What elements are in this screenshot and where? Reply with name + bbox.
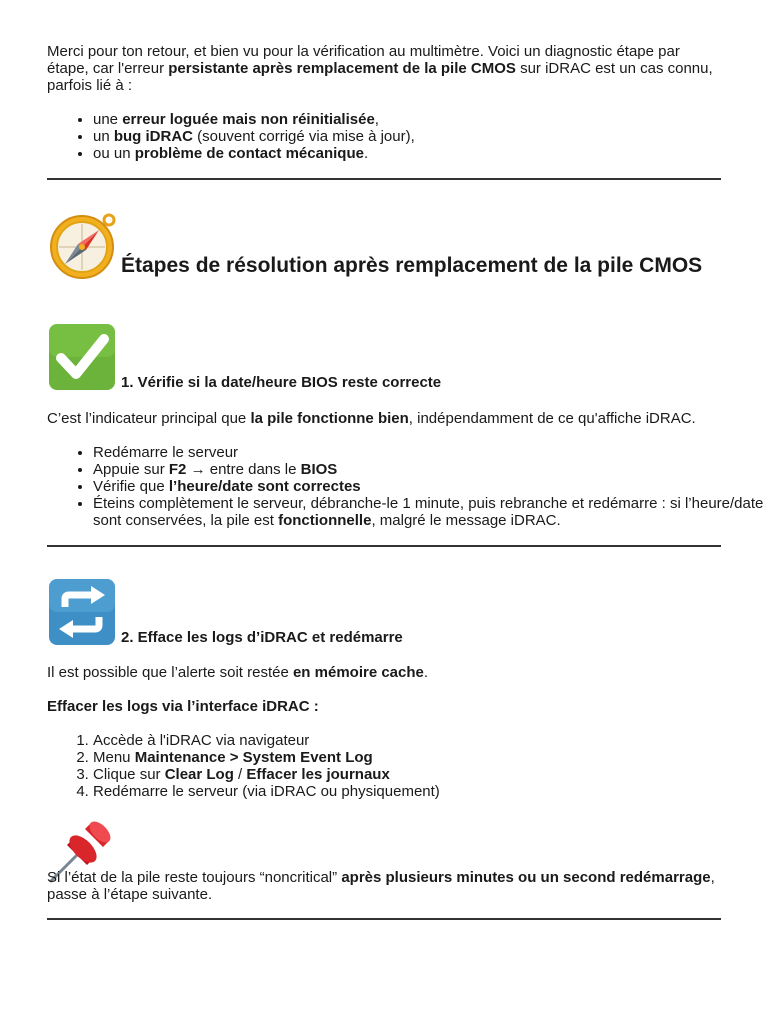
step2-heading-block (47, 577, 721, 647)
intro-paragraph (47, 43, 721, 94)
note-text: Si l’état de la pile reste toujours “noncritical” après plusieurs minutes ou un second redémarrage, passe à l’étape suivante. (47, 869, 715, 903)
step1-description: C’est l’indicateur principal que la pile fonctionne bien, indépendamment de ce qu'affiche iDRAC. (47, 410, 696, 427)
divider (47, 545, 721, 547)
list-item: • une erreur loguée mais non réinitialisée, (93, 111, 767, 128)
step1-title: 1. Vérifie si la date/heure BIOS reste correcte (121, 374, 442, 391)
step2-description: Il est possible que l’alerte soit restée en mémoire cache. (47, 664, 429, 681)
intro-text: Merci pour ton retour, et bien vu pour la vérification au multimètre. Voici un diagnostic étape par étape, car l'erreur (47, 43, 680, 77)
intro-text-end: sur iDRAC est un cas connu, parfois lié à : (47, 60, 713, 94)
list-item: • Éteins complètement le serveur, débranche-le 1 minute, puis rebranche et redémarre : si l’heure/date sont conservées, la pile est fonctionnelle, malgré le message iDRAC. (93, 495, 767, 529)
divider (47, 178, 721, 180)
list-item: • Appuie sur F2 → entre dans le BIOS (93, 461, 767, 478)
check-mark-button-icon (47, 322, 117, 392)
list-item: 3. Clique sur Clear Log / Effacer les journaux (93, 766, 767, 783)
main-heading: Étapes de résolution après remplacement de la pile CMOS (121, 254, 703, 277)
list-item: 4. Redémarre le serveur (via iDRAC ou physiquement) (93, 783, 767, 800)
divider (47, 918, 721, 920)
note-block (47, 815, 721, 903)
step2-list (47, 732, 767, 800)
counterclockwise-arrows-icon (47, 577, 117, 647)
main-heading-block (47, 212, 721, 282)
causes-list (47, 111, 767, 162)
list-item: • un bug iDRAC (souvent corrigé via mise à jour), (93, 128, 767, 145)
intro-emphasis: persistante après remplacement de la pile CMOS (168, 60, 516, 77)
list-item: 2. Menu Maintenance > System Event Log (93, 749, 767, 766)
step2-subheading: Effacer les logs via l’interface iDRAC : (47, 698, 319, 715)
list-item: • ou un problème de contact mécanique. (93, 145, 767, 162)
step1-heading-block (47, 322, 721, 392)
step2-title: 2. Efface les logs d’iDRAC et redémarre (121, 629, 403, 646)
list-item: 1. Accède à l'iDRAC via navigateur (93, 732, 767, 749)
list-item: • Vérifie que l’heure/date sont correctes (93, 478, 767, 495)
compass-icon (47, 212, 117, 282)
list-item: • Redémarre le serveur (93, 444, 767, 461)
step1-list (47, 444, 767, 529)
